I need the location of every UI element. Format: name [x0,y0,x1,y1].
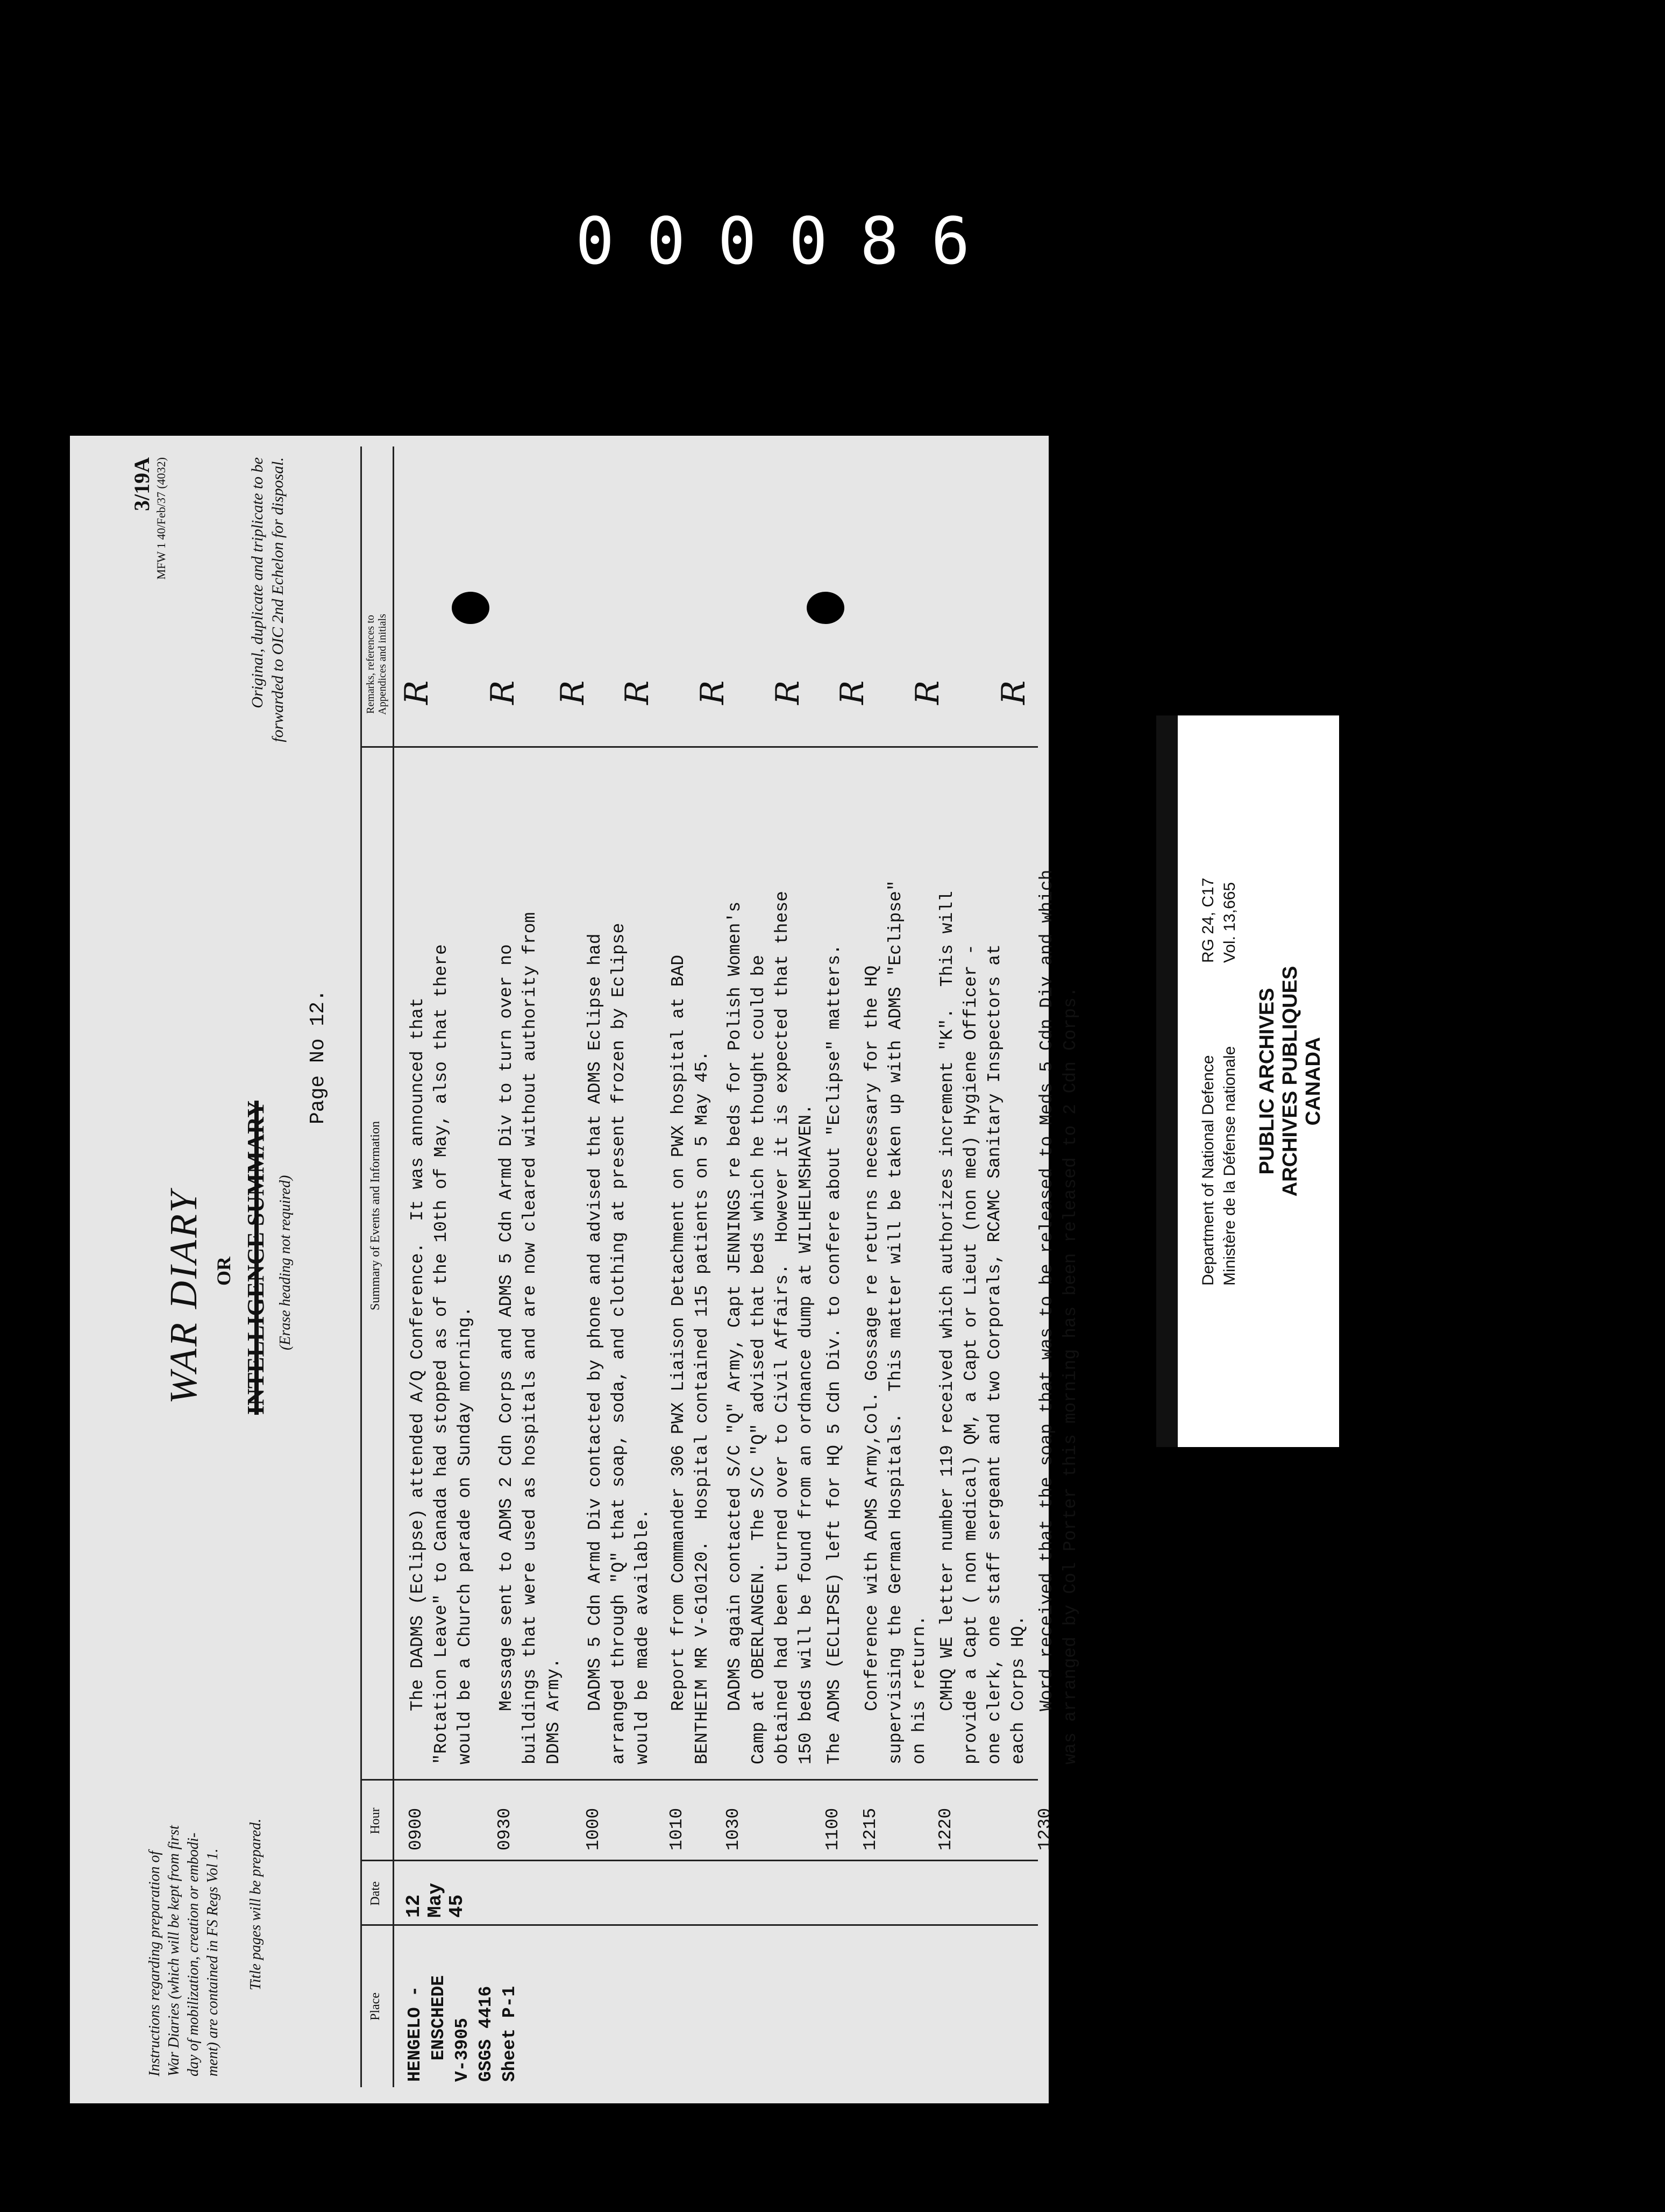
disposal-line: forwarded to OIC 2nd Echelon for disposal. [269,457,287,742]
column-divider [360,746,1038,748]
form-code: MFW 1 40/Feb/37 (4032) [154,457,168,580]
punch-hole [807,592,844,624]
entry-hour: 1230 [1035,1807,1055,1851]
label-department-en: Department of National Defence [1199,1055,1217,1286]
entry-summary: DADMS 5 Cdn Armd Div contacted by phone and advised that ADMS Eclipse had arranged through "Q" that soap, soda, and clothing at present frozen by Eclipse would be made available. [585,923,652,1764]
entry-summary: Word received that the soap that was to be released to Meds 5 Cdn Div and which was arranged by Col Porter this morning has been released to 2 Cdn Corps. [1037,869,1080,1764]
column-divider [360,1779,1038,1781]
table-header-rule [393,446,394,2087]
instructions-line: War Diaries (which will be kept from first [166,1825,182,2076]
column-header-hour: Hour [368,1807,382,1834]
erase-note: (Erase heading not required) [277,1175,294,1350]
initial-signature: R [995,680,1033,705]
entry-hour: 1220 [936,1807,956,1851]
initial-signature: R [694,680,731,705]
entry-summary: Report from Commander 306 PWX Liaison Detachment on PWX hospital at BAD BENTHEIM MR V-610120. Hospital contained 115 patients on 5 May 45. [668,954,712,1764]
title-connector: OR [213,1257,234,1286]
label-department-fr: Ministère de la Défense nationale [1221,1046,1239,1286]
form-number [129,457,168,580]
initial-signature: R [484,680,522,705]
title-pages-note: Title pages will be prepared. [247,1818,264,1990]
entry-summary: Message sent to ADMS 2 Cdn Corps and ADMS 5 Cdn Armd Div to turn over no buildings that were used as hospitals and are now cleared without authority from DDMS Army. [496,912,564,1764]
initial-signature: R [769,680,807,705]
entry-summary: The DADMS (Eclipse) attended A/Q Conference. It was announced that "Rotation Leave" to Canada had stopped as of the 10th of May, also that there would be a Church parade on Sunday morning. [408,944,475,1764]
entry-hour: 0930 [495,1807,515,1851]
label-volume: Vol. 13,665 [1221,882,1239,963]
instructions-line: ment) are contained in FS Regs Vol 1. [204,1848,221,2076]
punch-hole [452,592,489,624]
entry-hour: 1100 [823,1807,843,1851]
entry-summary: Conference with ADMS Army,Col. Gossage re returns necessary for the HQ supervising the German Hospitals. This matter will be taken up with ADMS "Eclipse" on his return. [862,880,929,1764]
label-country: CANADA [1302,1037,1325,1126]
instructions-line: Instructions regarding preparation of [146,1851,163,2076]
entry-summary: DADMS again contacted S/C "Q" Army, Capt JENNINGS re beds for Polish Women's Camp at OBERLANGEN. The S/C "Q" advised that beds which he thought could be obtained had been turned over to Civil Affairs. However it is expected that these 150 beds will be found from an ordnance dump at WILHELMSHAVEN. [725,891,816,1764]
date-cell: 12 May 45 [403,1883,468,1918]
column-header-date: Date [368,1881,382,1906]
document-title: WAR DIARY [162,1189,205,1404]
page-number: Page No 12. [307,989,330,1124]
label-archives-fr: ARCHIVES PUBLIQUES [1279,966,1301,1197]
initial-signature: R [834,680,871,705]
disposal-line: Original, duplicate and triplicate to be [248,457,266,708]
entry-hour: 1215 [860,1807,880,1851]
archive-reference-label [1156,715,1339,1447]
column-header-place: Place [368,1993,382,2020]
entry-hour: 0900 [406,1807,426,1851]
label-rg-reference: RG 24, C17 [1199,877,1217,963]
initial-signature: R [909,680,947,705]
microfilm-frame-number: 000086 [575,204,1002,279]
entry-hour: 1010 [667,1807,687,1851]
struck-heading: INTELLIGENCE SUMMARY [243,1101,269,1415]
disposal-note [247,457,288,742]
entry-summary: The ADMS (ECLIPSE) left for HQ 5 Cdn Div. to confere about "Eclipse" matters. [824,944,844,1764]
initial-signature: R [618,680,656,705]
entry-hour: 1000 [584,1807,603,1851]
table-top-rule [360,446,362,2087]
column-divider [360,1924,1038,1926]
label-archives-en: PUBLIC ARCHIVES [1256,988,1278,1175]
initial-signature: R [398,680,436,705]
column-divider [360,1860,1038,1861]
entry-hour: 1030 [723,1807,743,1851]
column-header-remarks: Remarks, references to Appendices and initials [365,614,388,715]
war-diary-sheet [70,436,1080,2103]
initial-signature: R [554,680,592,705]
form-instructions [145,1825,223,2076]
place-cell: HENGELO - ENSCHEDE V-3905 GSGS 4416 Sheet P-1 [405,1975,520,2082]
entry-summary: CMHQ WE letter number 119 received which authorizes increment "K". This will provide a Capt ( non medical) QM, a Capt or Lieut (non med) Hygiene Officer - one clerk, one staff sergeant and two Corporals, RCAMC Sanitary Inspectors at each Corps HQ. [937,891,1028,1764]
instructions-line: day of mobilization, creation or embodi- [185,1832,202,2076]
form-number-value: 3/19A [130,457,154,511]
column-header-summary: Summary of Events and Information [368,1121,382,1310]
